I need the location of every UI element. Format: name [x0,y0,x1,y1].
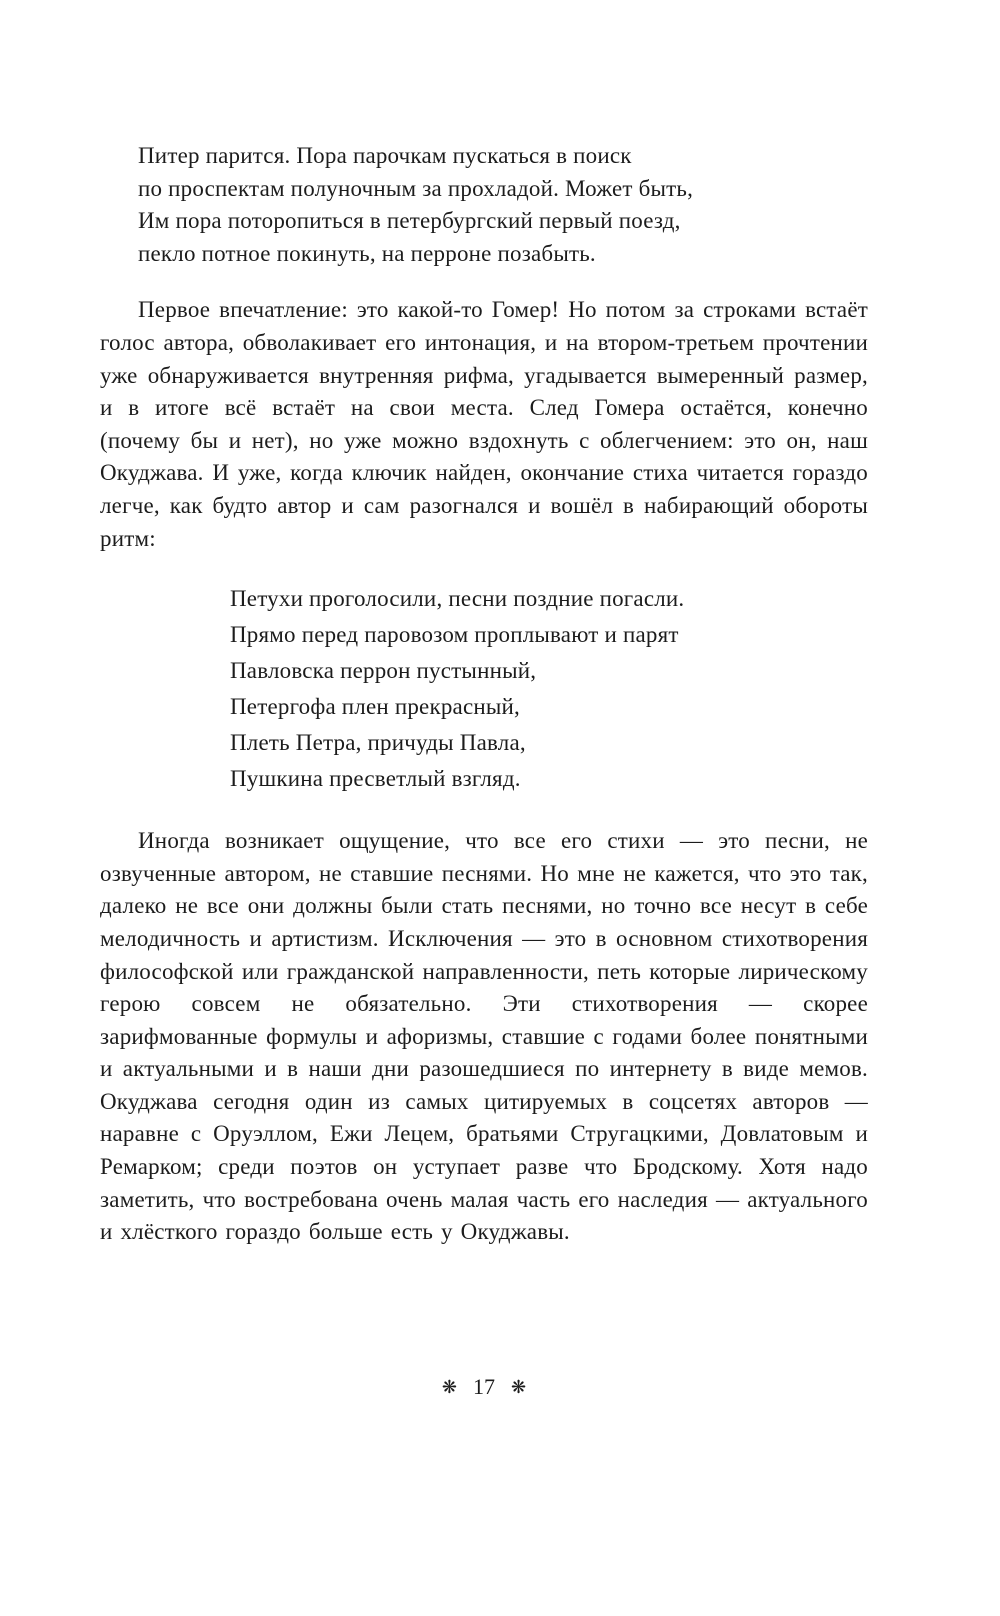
quote-line: по проспектам полуночным за прохладой. Может быть, [138,175,694,201]
poem-line: Прямо перед паровозом проплывают и парят [230,622,679,648]
poem-line: Плеть Петра, причуды Павла, [230,730,526,756]
epigraph-quote [138,140,868,270]
page-number: 17 [473,1374,495,1399]
poem-line: Петухи проголосили, песни поздние погасли. [230,586,685,612]
quote-line: Питер парится. Пора парочкам пускаться в поиск [138,143,632,168]
poem-line: Павловска перрон пустынный, [230,658,537,684]
quote-line: пекло потное покинуть, на перроне позабыть. [138,240,596,266]
fleuron-icon: ❋ [511,1377,527,1397]
page-footer [100,1372,868,1403]
poem-line: Пушкина пресветлый взгляд. [230,766,521,792]
page-text-block [100,140,868,1249]
quote-line: Им пора поторопиться в петербургский первый поезд, [138,208,681,234]
fleuron-icon: ❋ [441,1377,457,1397]
poem-quote [230,581,868,797]
poem-line: Петергофа плен прекрасный, [230,694,520,720]
paragraph: Первое впечатление: это какой-то Гомер! Но потом за строками встаёт голос автора, обволакивает его интонация, и на втором-третьем прочтении уже обнаруживается внутренняя рифма, угадывается вымеренный размер, и в итоге всё встаёт на свои места. След Гомера остаётся, конечно (почему бы и нет), но уже можно вздохнуть с облегчением: это он, наш Окуджава. И уже, когда ключик найден, окончание стиха читается гораздо легче, как будто автор и сам разогнался и вошёл в набирающий обороты ритм: [100,297,868,551]
paragraph: Иногда возникает ощущение, что все его стихи — это песни, не озвученные автором, не ставшие песнями. Но мне не кажется, что это так, далеко не все они должны были стать песнями, но точно все несут в себе мелодичность и артистизм. Исключения — это в основном стихотворения философской или гражданской направленности, петь которые лирическому герою совсем не обязательно. Эти стихотворения — скорее зарифмованные формулы и афоризмы, ставшие с годами более понятными и актуальными и в наши дни разошедшиеся по интернету в виде мемов. Окуджава сегодня один из самых цитируемых в соцсетях авторов — наравне с Оруэллом, Ежи Лецем, братьями Стругацкими, Довлатовым и Ремарком; среди поэтов он уступает разве что Бродскому. Хотя надо заметить, что востребована очень малая часть его наследия — актуального и хлёсткого гораздо больше есть у Окуджавы. [100,828,868,1245]
